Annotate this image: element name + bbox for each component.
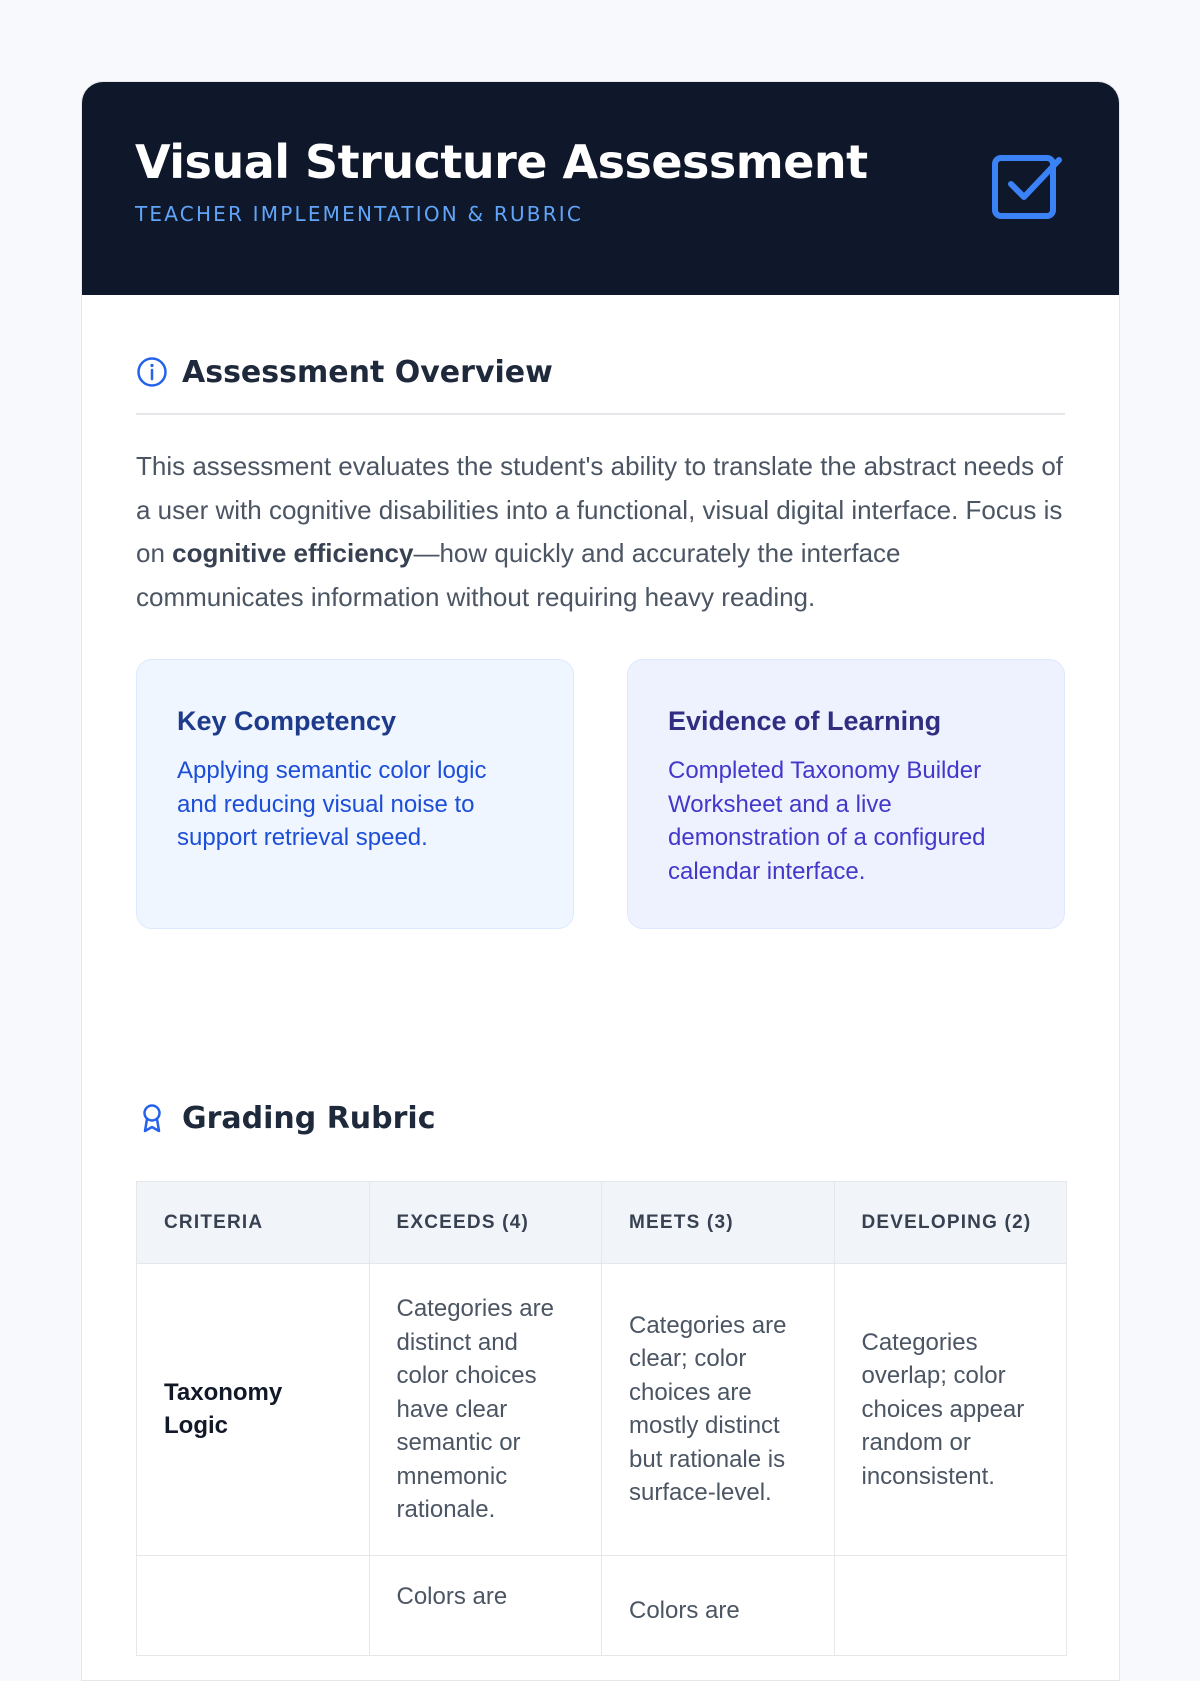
overview-paragraph: This assessment evaluates the student's ability to translate the abstract needs of a user with cognitive disabilities into a functional, visual digital interface. Focus is on cognitive efficiency—how quickly and accurately the interface communicates information without requiring heavy reading. bbox=[136, 451, 1064, 612]
box-text: Completed Taxonomy Builder Worksheet and a live demonstration of a configured calendar interface. bbox=[668, 757, 986, 885]
column-header: DEVELOPING (2) bbox=[834, 1182, 1067, 1264]
exceeds-cell: Colors are bbox=[369, 1555, 602, 1656]
meets-cell: Categories are clear; color choices are mostly distinct but rationale is surface-level. bbox=[602, 1264, 835, 1556]
table-row bbox=[137, 1555, 1067, 1656]
box-title: Key Competency bbox=[177, 706, 397, 736]
page-subtitle: TEACHER IMPLEMENTATION & RUBRIC bbox=[135, 202, 584, 226]
emphasis: cognitive efficiency bbox=[172, 538, 414, 568]
rubric-table bbox=[136, 1181, 1067, 1656]
developing-cell bbox=[834, 1555, 1067, 1656]
rubric-heading bbox=[136, 1099, 1065, 1137]
criteria-cell bbox=[137, 1555, 370, 1656]
box-title: Evidence of Learning bbox=[668, 706, 942, 736]
info-icon bbox=[136, 356, 168, 388]
checkbox-icon bbox=[991, 152, 1063, 224]
column-header: MEETS (3) bbox=[602, 1182, 835, 1264]
exceeds-cell: Categories are distinct and color choices have clear semantic or mnemonic rationale. bbox=[369, 1264, 602, 1556]
overview-heading bbox=[136, 353, 1065, 391]
header bbox=[82, 82, 1119, 295]
table-row bbox=[137, 1264, 1067, 1556]
key-competency-box bbox=[136, 659, 574, 929]
overview-title: Assessment Overview bbox=[182, 354, 553, 390]
column-header: CRITERIA bbox=[137, 1182, 370, 1264]
box-text: Applying semantic color logic and reducing visual noise to support retrieval speed. bbox=[177, 757, 487, 851]
rubric-title: Grading Rubric bbox=[182, 1100, 436, 1136]
content bbox=[82, 295, 1119, 1656]
info-boxes bbox=[136, 659, 1065, 929]
meets-cell: Colors are bbox=[602, 1555, 835, 1656]
award-ribbon-icon bbox=[136, 1102, 168, 1134]
evidence-of-learning-box bbox=[627, 659, 1065, 929]
table-header-row bbox=[137, 1182, 1067, 1264]
assessment-card bbox=[81, 81, 1120, 1681]
column-header: EXCEEDS (4) bbox=[369, 1182, 602, 1264]
divider bbox=[136, 413, 1065, 415]
criteria-cell: Taxonomy Logic bbox=[137, 1264, 370, 1556]
developing-cell: Categories overlap; color choices appear random or inconsistent. bbox=[834, 1264, 1067, 1556]
page-title: Visual Structure Assessment bbox=[135, 135, 868, 189]
